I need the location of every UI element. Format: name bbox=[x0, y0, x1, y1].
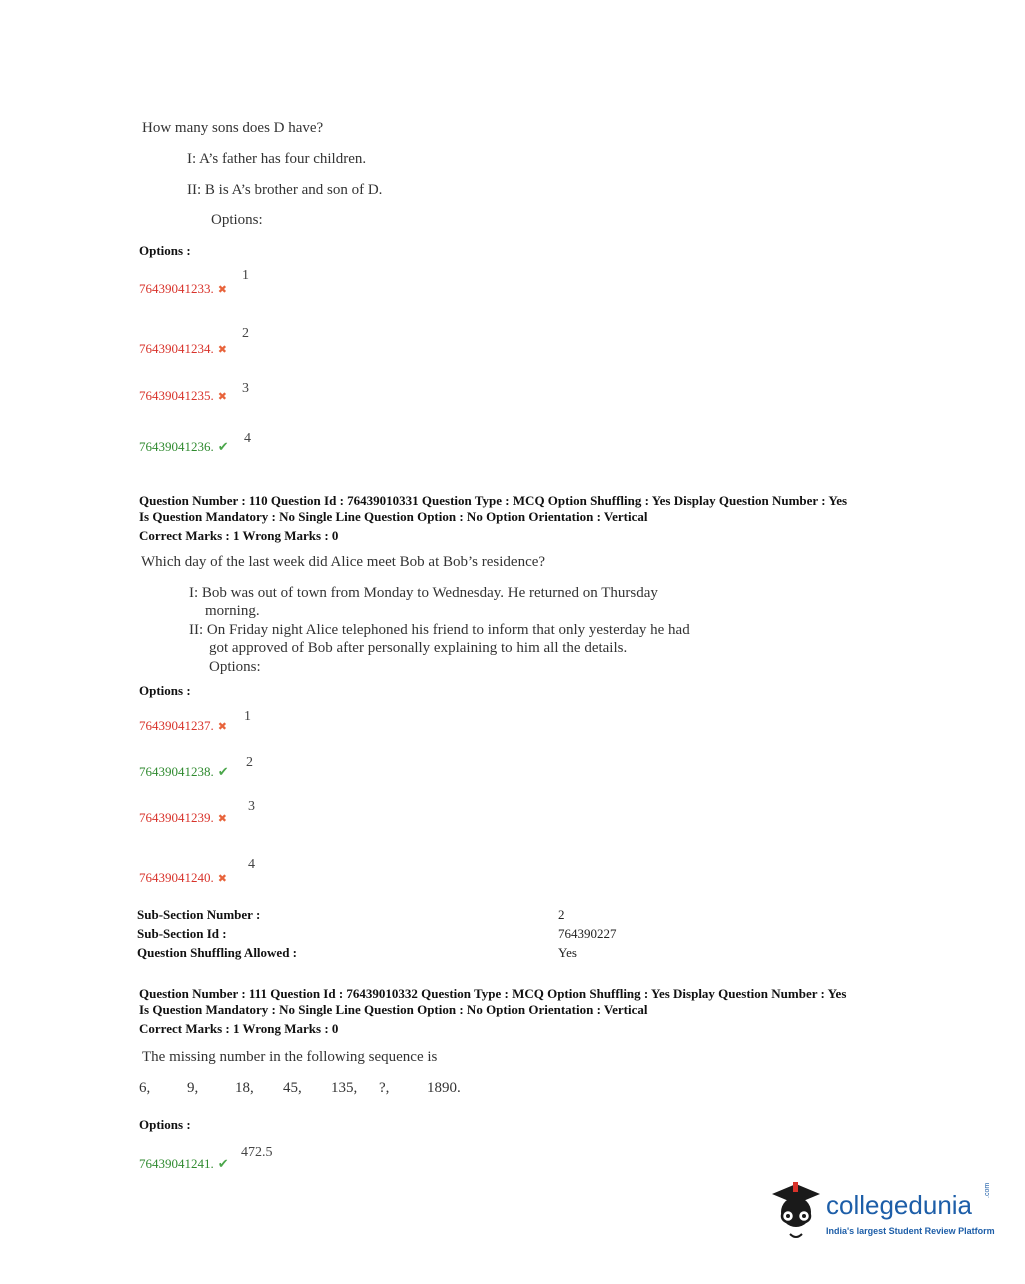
statement-2-cont: got approved of Bob after personally explaining to him all the details. bbox=[209, 640, 628, 656]
sequence-item: 45, bbox=[283, 1080, 302, 1096]
question-meta-line-2: Is Question Mandatory : No Single Line Question Option : No Option Orientation : Vertical bbox=[139, 509, 648, 524]
sequence-item: 1890. bbox=[427, 1080, 461, 1096]
wrong-mark-icon: ✖ bbox=[217, 343, 227, 356]
sequence-item: 6, bbox=[139, 1080, 151, 1096]
option-id: 76439041239. ✖ bbox=[139, 810, 227, 825]
sequence-item: ?, bbox=[379, 1080, 390, 1096]
question-text: How many sons does D have? bbox=[142, 120, 324, 136]
correct-check-icon: ✔ bbox=[217, 440, 229, 455]
subsection-number-value: 2 bbox=[558, 907, 565, 922]
wrong-mark-icon: ✖ bbox=[217, 283, 227, 296]
option-id: 76439041238. ✔ bbox=[139, 764, 229, 780]
sequence-item: 9, bbox=[187, 1080, 199, 1096]
option-value: 472.5 bbox=[241, 1145, 273, 1160]
wrong-mark-icon: ✖ bbox=[217, 720, 227, 733]
subsection-id-label: Sub-Section Id : bbox=[137, 926, 227, 941]
correct-check-icon: ✔ bbox=[217, 765, 229, 780]
question-meta-line-1: Question Number : 111 Question Id : 76439010332 Question Type : MCQ Option Shuffling : Yes Display Question Number : Yes bbox=[139, 986, 847, 1001]
question-meta-line-2: Is Question Mandatory : No Single Line Question Option : No Option Orientation : Vertical bbox=[139, 1002, 648, 1017]
option-id: 76439041235. ✖ bbox=[139, 388, 227, 403]
option-value: 1 bbox=[242, 268, 249, 283]
options-label: Options : bbox=[139, 683, 191, 698]
statement-2: II: B is A’s brother and son of D. bbox=[187, 182, 383, 198]
question-marks: Correct Marks : 1 Wrong Marks : 0 bbox=[139, 528, 339, 543]
question-text: Which day of the last week did Alice meet Bob at Bob’s residence? bbox=[141, 554, 546, 570]
wrong-mark-icon: ✖ bbox=[217, 812, 227, 825]
option-value: 2 bbox=[246, 755, 253, 770]
option-id: 76439041237. ✖ bbox=[139, 718, 227, 733]
option-id: 76439041236. ✔ bbox=[139, 439, 229, 455]
question-text: The missing number in the following sequence is bbox=[142, 1049, 438, 1065]
option-value: 4 bbox=[248, 857, 255, 872]
question-meta-line-1: Question Number : 110 Question Id : 76439010331 Question Type : MCQ Option Shuffling : Yes Display Question Number : Yes bbox=[139, 493, 848, 508]
correct-check-icon: ✔ bbox=[217, 1157, 229, 1172]
subsection-id-value: 764390227 bbox=[558, 926, 617, 941]
option-value: 1 bbox=[244, 709, 251, 724]
option-id: 76439041241. ✔ bbox=[139, 1156, 229, 1172]
logo-suffix: .com bbox=[984, 1182, 991, 1198]
options-label: Options : bbox=[139, 243, 191, 258]
collegedunia-mascot-icon bbox=[766, 1178, 826, 1248]
option-value: 2 bbox=[242, 326, 249, 341]
statement-1: I: Bob was out of town from Monday to Wednesday. He returned on Thursday bbox=[189, 585, 658, 601]
options-inline-label: Options: bbox=[211, 212, 263, 228]
option-value: 4 bbox=[244, 431, 251, 446]
subsection-number-label: Sub-Section Number : bbox=[137, 907, 261, 922]
logo-wordmark: collegedunia bbox=[826, 1190, 973, 1220]
option-id: 76439041240. ✖ bbox=[139, 870, 227, 885]
options-label: Options : bbox=[139, 1117, 191, 1132]
statement-2: II: On Friday night Alice telephoned his friend to inform that only yesterday he had bbox=[189, 622, 690, 638]
logo-tagline: India's largest Student Review Platform bbox=[826, 1226, 995, 1236]
statement-1-cont: morning. bbox=[205, 603, 260, 619]
option-value: 3 bbox=[242, 381, 249, 396]
wrong-mark-icon: ✖ bbox=[217, 390, 227, 403]
statement-1: I: A’s father has four children. bbox=[187, 151, 367, 167]
option-id: 76439041234. ✖ bbox=[139, 341, 227, 356]
sequence-item: 18, bbox=[235, 1080, 254, 1096]
question-marks: Correct Marks : 1 Wrong Marks : 0 bbox=[139, 1021, 339, 1036]
options-inline-label: Options: bbox=[209, 659, 261, 675]
wrong-mark-icon: ✖ bbox=[217, 872, 227, 885]
option-id: 76439041233. ✖ bbox=[139, 281, 227, 296]
question-shuffling-value: Yes bbox=[558, 945, 577, 960]
option-value: 3 bbox=[248, 799, 255, 814]
question-shuffling-label: Question Shuffling Allowed : bbox=[137, 945, 298, 960]
sequence-item: 135, bbox=[331, 1080, 358, 1096]
